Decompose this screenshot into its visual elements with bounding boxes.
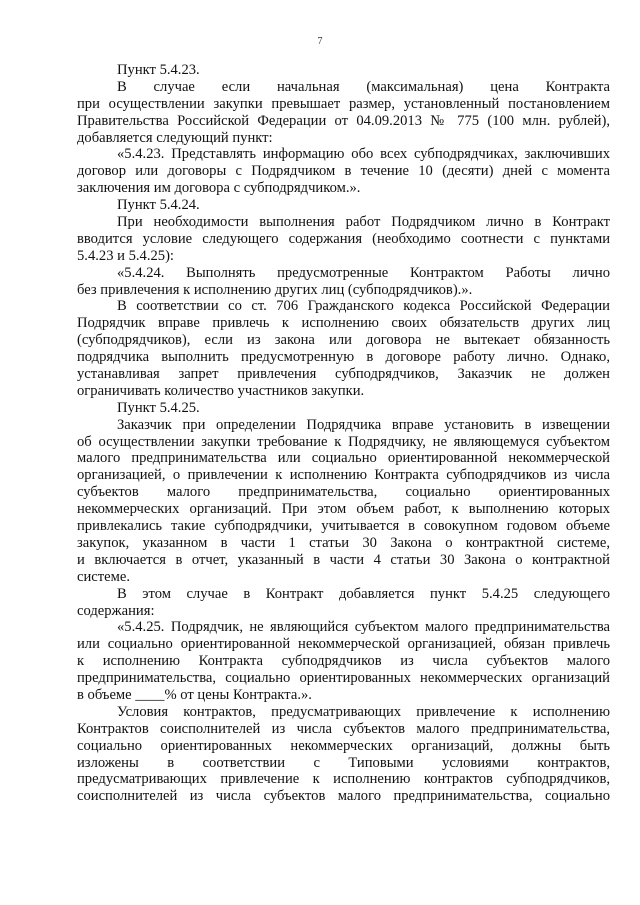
paragraph-line: договор или договоры с Подрядчиком в течение 10 (десяти) дней с момента — [77, 163, 610, 180]
paragraph-line: заключения им договора с субподрядчиком.». — [77, 180, 361, 197]
paragraph-line: субъектов малого предпринимательства, социально ориентированных — [77, 484, 610, 501]
paragraph-line: привлекались такие субподрядчики, учитывается в совокупном годовом объеме — [77, 518, 610, 535]
paragraph-line: или социально ориентированной некоммерческой организацией, обязан привлечь — [77, 636, 610, 653]
paragraph-line: к исполнению Контракта субподрядчиков из числа субъектов малого — [77, 653, 610, 670]
section-heading: Пункт 5.4.25. — [117, 399, 200, 416]
paragraph-line: подрядчика выполнить предусмотренную в договоре работу лично. Однако, — [77, 349, 610, 366]
paragraph-line: вводится условие следующего содержания (необходимо соотнести с пунктами — [77, 230, 610, 247]
paragraph-line: ограничивать количество участников закупки. — [77, 382, 365, 399]
paragraph-line: социально ориентированных некоммерческих организаций, должны быть — [77, 737, 610, 754]
paragraph-line: В соответствии со ст. 706 Гражданского кодекса Российской Федерации — [117, 298, 610, 315]
paragraph-line: изложены в соответствии с Типовыми условиями контрактов, — [77, 754, 610, 771]
paragraph-line: закупок, указанном в части 1 статьи 30 Закона о контрактной системе, — [77, 534, 610, 551]
paragraph-line: Заказчик при определении Подрядчика вправе установить в извещении — [117, 416, 610, 433]
paragraph-line: Контрактов соисполнителей из числа субъектов малого предпринимательства, — [77, 720, 610, 737]
paragraph-line: Условия контрактов, предусматривающих привлечение к исполнению — [117, 703, 610, 720]
section-heading: Пункт 5.4.23. — [117, 62, 200, 78]
paragraph-line: (субподрядчиков), если из закона или договора не вытекает обязанность — [77, 332, 610, 349]
page-number: 7 — [317, 36, 323, 47]
paragraph-line: добавляется следующий пункт: — [77, 129, 273, 146]
paragraph-line: некоммерческих организаций. При этом объем работ, к выполнению которых — [77, 501, 610, 518]
paragraph-line: предпринимательства, социально ориентированных некоммерческих организаций — [77, 670, 610, 687]
paragraph-line: системе. — [77, 568, 130, 585]
paragraph-line: «5.4.25. Подрядчик, не являющийся субъектом малого предпринимательства — [117, 619, 610, 636]
paragraph-line: без привлечения к исполнению других лиц (субподрядчиков).». — [77, 281, 473, 298]
paragraph-line: содержания: — [77, 602, 155, 619]
paragraph-line: и включается в отчет, указанный в части 4 статьи 30 Закона о контрактной — [77, 551, 610, 568]
section-heading: Пункт 5.4.24. — [117, 197, 200, 214]
paragraph-line: 5.4.23 и 5.4.25): — [77, 247, 174, 264]
paragraph-line: предусматривающих привлечение к исполнению контрактов субподрядчиков, — [77, 771, 610, 788]
paragraph-line: малого предпринимательства или социально ориентированной некоммерческой — [77, 450, 610, 467]
document-body — [77, 62, 610, 805]
paragraph-line: «5.4.24. Выполнять предусмотренные Контрактом Работы лично — [117, 264, 610, 281]
paragraph-line: В этом случае в Контракт добавляется пункт 5.4.25 следующего — [117, 585, 610, 602]
paragraph-line: Подрядчик вправе привлечь к исполнению своих обязательств других лиц — [77, 315, 610, 332]
paragraph-line: в объеме ____% от цены Контракта.». — [77, 686, 312, 703]
paragraph-line: при осуществлении закупки превышает размер, установленный постановлением — [77, 95, 610, 112]
paragraph-line: организацией, о привлечении к исполнению Контракта субподрядчиков из числа — [77, 467, 610, 484]
paragraph-line: Правительства Российской Федерации от 04.09.2013 № 775 (100 млн. рублей), — [77, 112, 610, 129]
paragraph-line: об осуществлении закупки требование к Подрядчику, не являющемуся субъектом — [77, 433, 610, 450]
paragraph-line: «5.4.23. Представлять информацию обо всех субподрядчиках, заключивших — [117, 146, 610, 163]
paragraph-line: устанавливая запрет привлечения субподрядчиков, Заказчик не должен — [77, 366, 610, 383]
paragraph-line: В случае если начальная (максимальная) цена Контракта — [117, 78, 610, 95]
paragraph-line: соисполнителей из числа субъектов малого предпринимательства, социально — [77, 788, 610, 805]
paragraph-line: При необходимости выполнения работ Подрядчиком лично в Контракт — [117, 214, 610, 231]
